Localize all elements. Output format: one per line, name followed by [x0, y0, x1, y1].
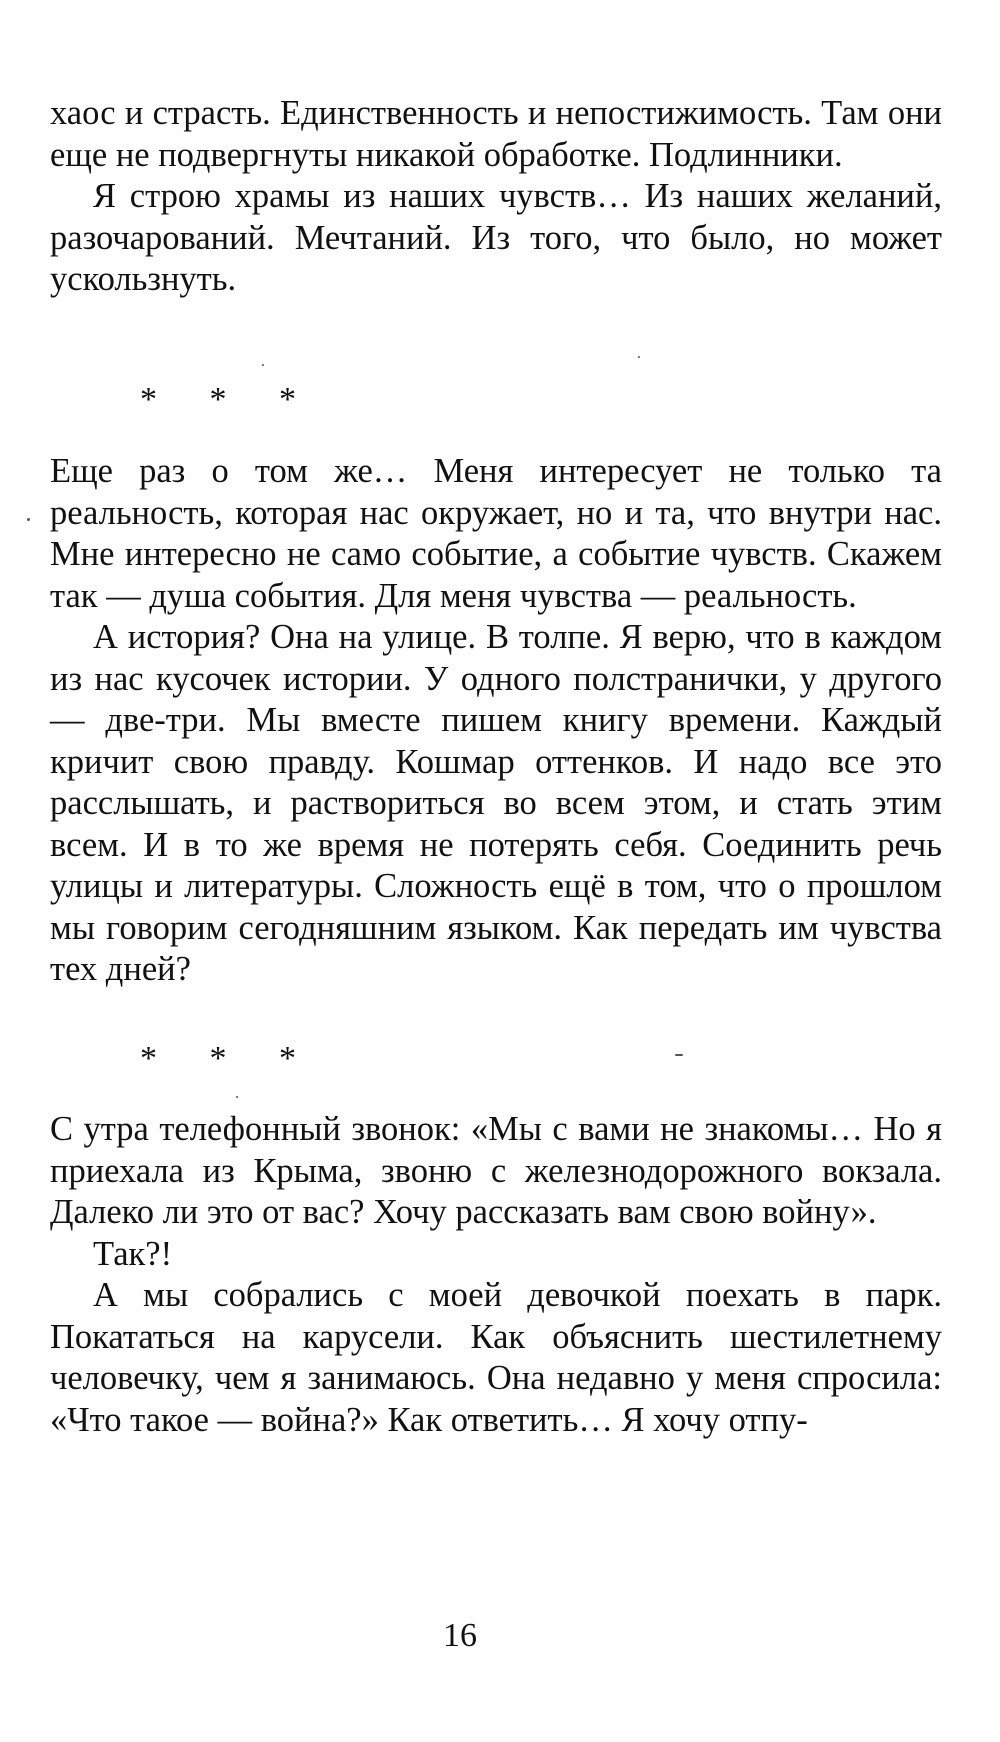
print-speck [27, 518, 30, 521]
text-block-reality [50, 451, 942, 991]
paragraph-phone-call: С утра телефонный звонок: «Мы с вами не знакомы… Но я приехала из Крыма, звоню с железнодорожного вокзала. Далеко ли это от вас? Хочу рассказать вам свою войну». [50, 1110, 942, 1231]
print-speck [236, 1096, 238, 1098]
print-speck [638, 356, 640, 358]
page-number: 16 [443, 1617, 477, 1654]
paragraph-history: А история? Она на улице. В толпе. Я верю, что в каждом из нас кусочек истории. У одного полстранички, у другого — две-три. Мы вместе пишем книгу времени. Каждый кричит свою правду. Кошмар оттенков. И надо все это расслышать, и раствориться во всем этом, и стать этим всем. И в то же время не потерять себя. Соединить речь улицы и литературы. Сложность ещё в том, что о прошлом мы говорим сегодняшним языком. Как передать им чувства тех дней? [50, 618, 942, 988]
section-separator: * * * [140, 381, 318, 418]
paragraph-carousel: А мы собрались с моей девочкой поехать в парк. Покататься на карусели. Как объяснить шестилетнему человечку, чем я занимаюсь. Она недавно у меня спросила: «Что такое — война?» Как ответить… Я хочу отпу- [50, 1276, 942, 1439]
text-block-opening [50, 93, 942, 301]
section-separator: * * * [140, 1040, 318, 1077]
paragraph-reality: Еще раз о том же… Меня интересует не только та реальность, которая нас окружает, но и та, что внутри нас. Мне интересно не само событие, а событие чувств. Скажем так — душа события. Для меня чувства — реальность. [50, 452, 942, 615]
paragraph-continuation: хаос и страсть. Единственность и непостижимость. Там они еще не подвергнуты никакой обработке. Подлинники. [50, 94, 942, 174]
print-speck [262, 364, 264, 366]
paragraph-exclamation: Так?! [93, 1234, 173, 1273]
print-speck [675, 1054, 683, 1056]
text-block-phone-call [50, 1109, 942, 1441]
paragraph-temples: Я строю храмы из наших чувств… Из наших желаний, разочарований. Мечтаний. Из того, что было, но может ускользнуть. [50, 177, 942, 298]
